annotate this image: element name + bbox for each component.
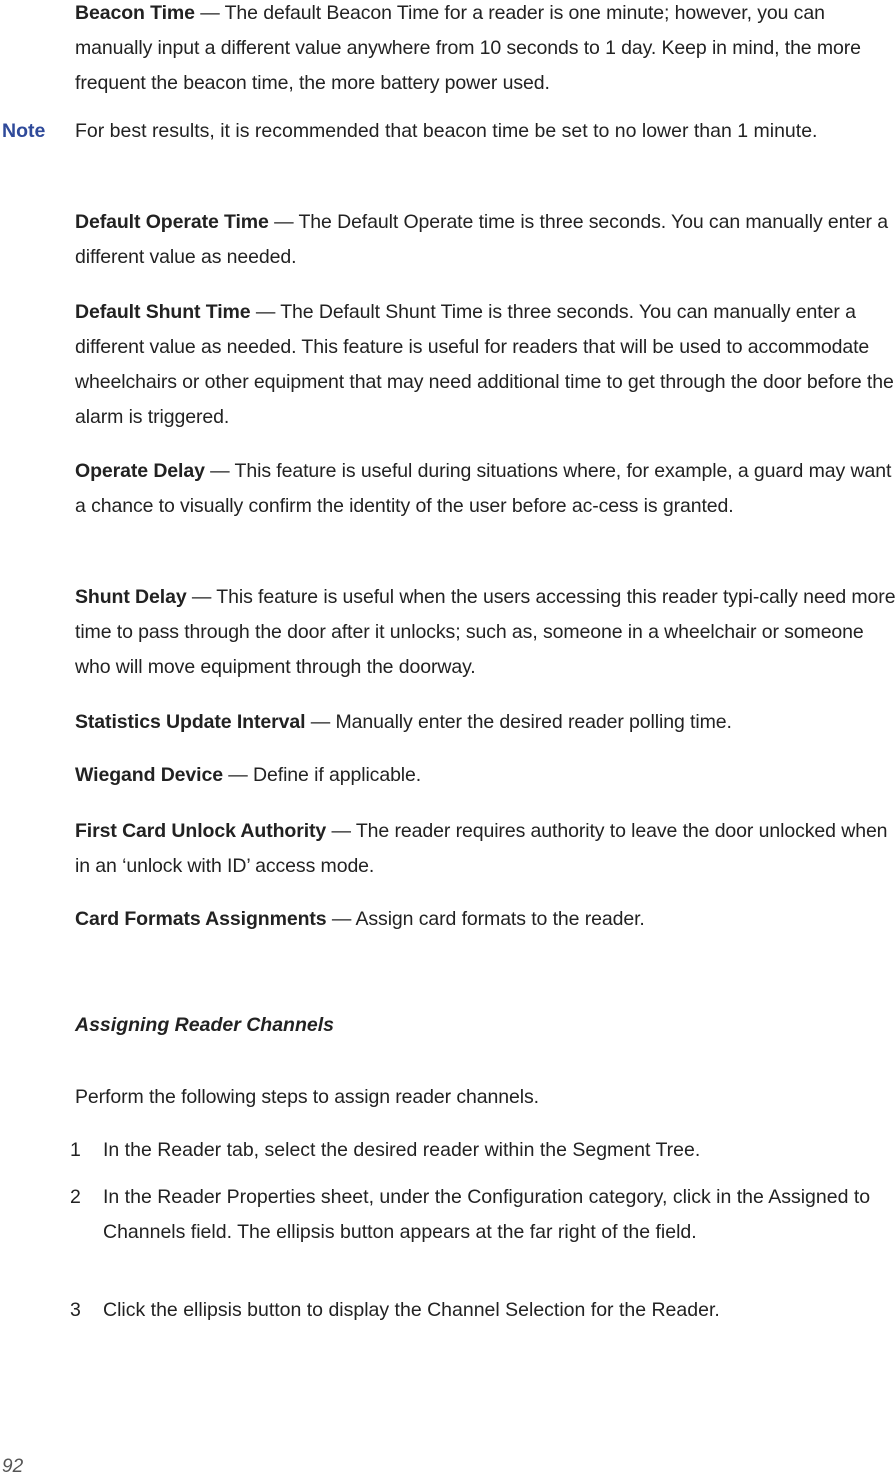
- list-item: [70, 1180, 895, 1250]
- definition-term: Beacon Time: [75, 2, 195, 24]
- definition-statistics-update-interval: [75, 705, 895, 740]
- list-item: [70, 1293, 895, 1328]
- section-intro: Perform the following steps to assign reader channels.: [75, 1086, 539, 1108]
- definition-text: — The reader requires authority to leave the door unlocked when in an ‘unlock with ID’ access mode.: [75, 820, 888, 877]
- definition-wiegand-device: [75, 758, 895, 793]
- definition-default-operate-time: [75, 205, 895, 275]
- definition-operate-delay: [75, 454, 895, 524]
- definition-text: — This feature is useful during situations where, for example, a guard may want a chance to visually confirm the identity of the user before ac-cess is granted.: [75, 460, 892, 517]
- note-text: For best results, it is recommended that beacon time be set to no lower than 1 minute.: [75, 120, 818, 142]
- definition-card-formats-assignments: [75, 902, 895, 937]
- definition-term: Statistics Update Interval: [75, 711, 306, 733]
- definition-text: — This feature is useful when the users accessing this reader typi-cally need more time to pass through the door after it unlocks; such as, someone in a wheelchair or someone who will move equipment through the doorway.: [75, 586, 895, 678]
- step-text: In the Reader Properties sheet, under the Configuration category, click in the Assigned to Channels field. The ellipsis button appears at the far right of the field.: [103, 1186, 871, 1243]
- definition-term: First Card Unlock Authority: [75, 820, 327, 842]
- definition-term: Default Shunt Time: [75, 301, 251, 323]
- step-text: In the Reader tab, select the desired reader within the Segment Tree.: [103, 1139, 701, 1161]
- definition-text: — Assign card formats to the reader.: [326, 908, 645, 930]
- definition-term: Default Operate Time: [75, 211, 269, 233]
- page-number: 92: [2, 1456, 24, 1477]
- definition-text: — The default Beacon Time for a reader is one minute; however, you can manually input a different value anywhere from 10 seconds to 1 day. Keep in mind, the more frequent the beacon time, the more battery power used.: [75, 2, 861, 94]
- definition-term: Card Formats Assignments: [75, 908, 327, 930]
- definition-text: — Manually enter the desired reader polling time.: [305, 711, 732, 733]
- step-text: Click the ellipsis button to display the Channel Selection for the Reader.: [103, 1299, 720, 1321]
- definition-default-shunt-time: [75, 295, 895, 435]
- definition-term: Shunt Delay: [75, 586, 187, 608]
- list-item: [70, 1133, 895, 1168]
- step-number: 1: [70, 1139, 81, 1161]
- definition-text: — The Default Operate time is three seconds. You can manually enter a different value as needed.: [75, 211, 888, 268]
- definition-term: Wiegand Device: [75, 764, 223, 786]
- step-number: 3: [70, 1299, 81, 1321]
- definition-text: — Define if applicable.: [222, 764, 422, 786]
- definition-beacon-time: [75, 0, 895, 101]
- definition-text: — The Default Shunt Time is three seconds. You can manually enter a different value as needed. This feature is useful for readers that will be used to accommodate wheelchairs or other equipment that may need additional time to get through the door before the alarm is triggered.: [75, 301, 894, 428]
- definition-term: Operate Delay: [75, 460, 205, 482]
- definition-shunt-delay: [75, 580, 895, 685]
- step-number: 2: [70, 1186, 81, 1208]
- section-heading: Assigning Reader Channels: [75, 1014, 334, 1036]
- definition-first-card-unlock-authority: [75, 814, 895, 884]
- note-label: Note: [2, 120, 46, 142]
